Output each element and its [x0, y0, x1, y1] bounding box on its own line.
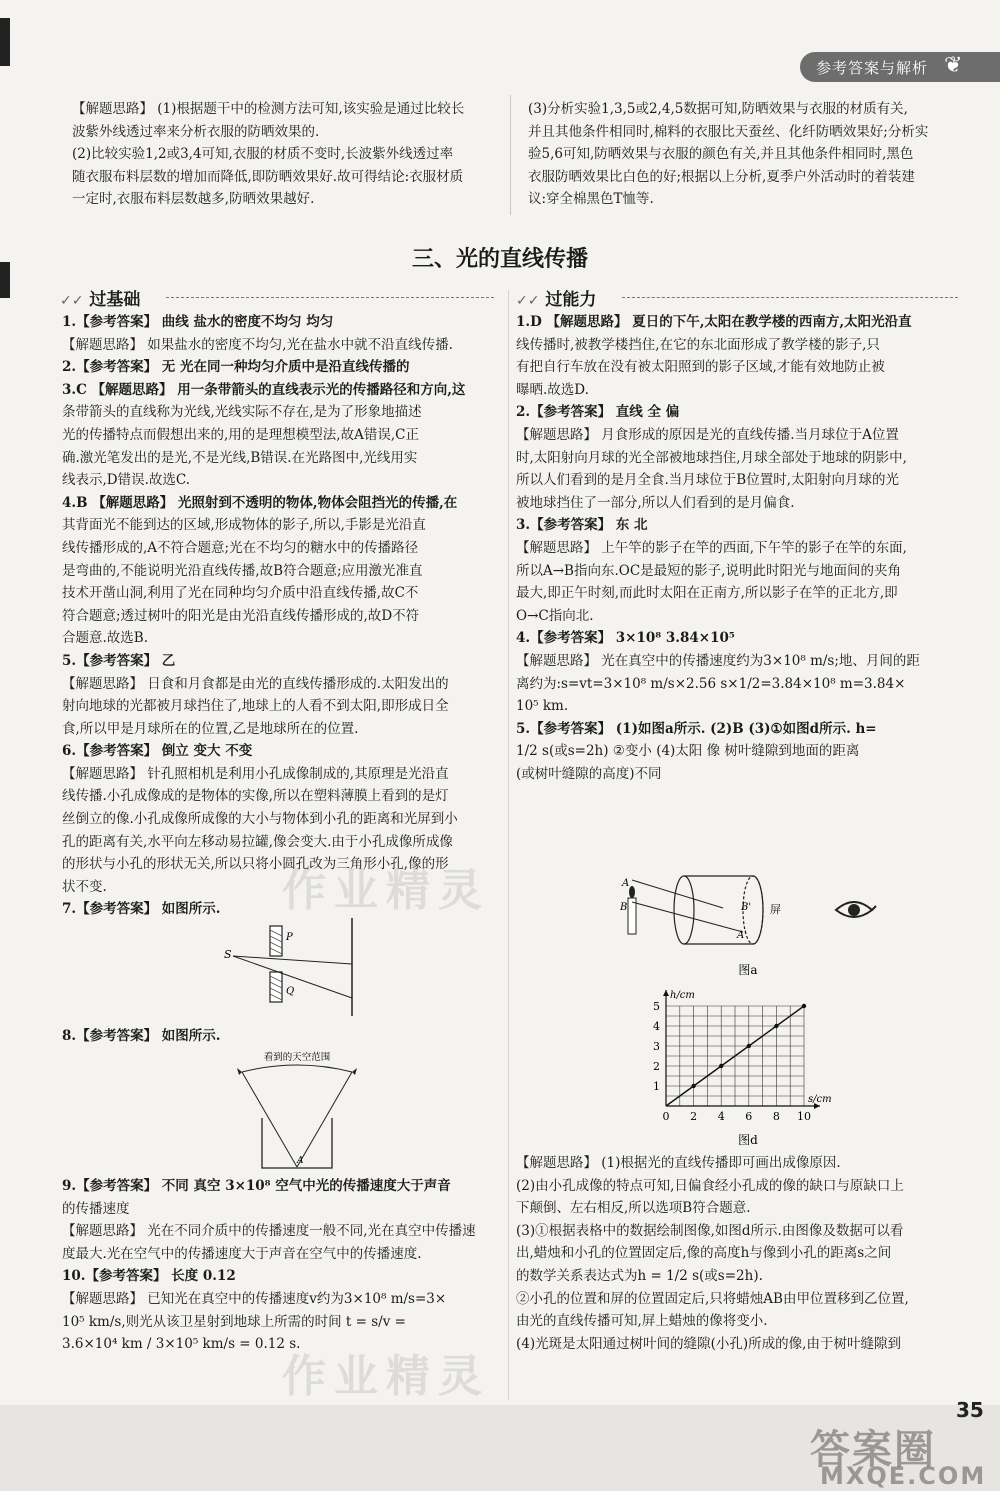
text-line: 衣服防晒效果比白色的好;根据以上分析,夏季户外活动时的着装建 [528, 168, 915, 185]
figure-8-diagram [232, 1050, 362, 1172]
text-line: 符合题意;透过树叶的阳光是由光沿直线传播形成的,故D不符 [62, 607, 420, 624]
data-point [719, 1064, 723, 1068]
y-tick-label: 2 [653, 1060, 660, 1073]
figa-label-screen: 屏 [770, 903, 781, 916]
text-line: 条带箭头的直线称为光线,光线实际不存在,是为了形象地描述 [62, 404, 422, 421]
text-line: 丝倒立的像.小孔成像所成像的大小与物体到小孔的距离和光屏到小 [62, 811, 458, 828]
text-line: (或树叶缝隙的高度)不同 [516, 765, 662, 782]
text-line: 议:穿全棉黑色T恤等. [528, 191, 654, 208]
text-line: 的传播速度 [62, 1200, 130, 1217]
text-line: 1.【参考答案】 曲线 盐水的密度不均匀 均匀 [62, 314, 334, 330]
column-divider [508, 290, 509, 1400]
text-line: 4.【参考答案】 3×10⁸ 3.84×10⁵ [516, 630, 735, 647]
text-line: 10⁵ km. [516, 698, 569, 715]
text-line: 合题意.故选B. [62, 630, 149, 647]
text-line: 技术开凿山洞,利用了光在同种均匀介质中沿直线传播,故C不 [62, 585, 419, 602]
fig7-label-q: Q [286, 986, 295, 997]
right-subheader: ✓✓ 过能力 [516, 285, 966, 309]
figure-a-diagram [618, 868, 878, 980]
text-line: O→C指向北. [516, 607, 594, 624]
watermark-text: 作业精灵 [282, 865, 490, 916]
text-line: 【解题思路】 已知光在真空中的传播速度v约为3×10⁸ m/s=3× [62, 1290, 447, 1307]
text-line: 线传播时,被教学楼挡住,在它的东北面形成了教学楼的影子,只 [516, 336, 880, 353]
text-line: 2.【参考答案】 直线 全 偏 [516, 404, 680, 421]
scan-mark [0, 18, 10, 66]
fig7-label-p: P [286, 932, 293, 943]
text-line: 【解题思路】 月食形成的原因是光的直线传播.当月球位于A位置 [516, 426, 899, 443]
left-column-text [62, 311, 502, 921]
y-tick-label: 4 [653, 1020, 660, 1033]
header-section-label: 参考答案与解析 [816, 59, 929, 77]
swirl-icon: ❦ [944, 53, 963, 78]
figure-7-diagram [215, 918, 365, 1018]
fig8-title: 看到的天空范围 [263, 1052, 331, 1063]
text-line: 6.【参考答案】 倒立 变大 不变 [62, 743, 253, 760]
text-line: 线传播形成的,A不符合题意;光在不均匀的糖水中的传播路径 [62, 539, 419, 556]
y-axis-label: h/cm [670, 990, 695, 1001]
text-line: 有把自行车放在没有被太阳照到的影子区域,才能有效地防止被 [516, 359, 885, 376]
left-subheader-label: 过基础 [89, 290, 141, 310]
y-tick-label: 1 [653, 1080, 660, 1093]
left-subheader: ✓✓ 过基础 [60, 285, 502, 309]
text-line: 10.【参考答案】 长度 0.12 [62, 1268, 236, 1285]
text-line: 是弯曲的,不能说明光沿直线传播,故B符合题意;应用激光准直 [62, 562, 423, 579]
text-line: (2)比较实验1,2或3,4可知,衣服的材质不变时,长波紫外线透过率 [72, 146, 454, 163]
fig8-label-a: A [297, 1156, 304, 1166]
text-line: 一定时,衣服布料层数越多,防晒效果越好. [72, 191, 315, 208]
column-divider [510, 95, 511, 215]
text-line: 线表示,D错误.故选C. [62, 472, 191, 489]
text-line: 其背面光不能到达的区域,形成物体的影子,所以,手影是光沿直 [62, 517, 426, 534]
text-line: 孔的距离有关,水平向左移动易拉罐,像会变大.由于小孔成像所成像 [62, 833, 453, 850]
right-column-text [516, 311, 968, 785]
x-tick-label: 8 [772, 1110, 780, 1123]
text-line: 波紫外线透过率来分析衣服的防晒效果的. [72, 123, 320, 140]
text-line: 出,蜡烛和小孔的位置固定后,像的高度h与像到小孔的距离s之间 [516, 1245, 892, 1262]
figa-caption: 图a [738, 963, 758, 977]
x-tick-label: 4 [717, 1110, 725, 1123]
x-tick-label: 0 [662, 1110, 670, 1123]
text-line: 8.【参考答案】 如图所示. [62, 1028, 221, 1044]
y-axis-arrow [663, 990, 669, 996]
text-line: 离约为:s=vt=3×10⁸ m/s×2.56 s×1/2=3.84×10⁸ m=3.84× [516, 675, 906, 692]
figure-d-chart [636, 984, 856, 1150]
text-line: 最大,即正午时刻,而此时太阳在正南方,所以影子在竿的正北方,即 [516, 585, 898, 602]
section-title: 三、光的直线传播 [411, 247, 588, 272]
text-line: 的形状与小孔的形状无关,所以只将小圆孔改为三角形小孔,像的形 [62, 856, 449, 873]
chart-axes [663, 990, 832, 1109]
text-line: 验5,6可知,防晒效果与衣服的颜色有关,并且其他条件相同时,黑色 [528, 146, 914, 163]
figa-label-b: B [620, 902, 628, 913]
text-line: 7.【参考答案】 如图所示. [62, 901, 221, 918]
text-line: 度最大.光在空气中的传播速度大于声音在空气中的传播速度. [62, 1245, 422, 1262]
y-tick-label: 3 [653, 1040, 660, 1053]
text-line: 1.D 【解题思路】 夏日的下午,太阳在教学楼的西南方,太阳光沿直 [516, 314, 912, 330]
text-line: 【解题思路】 日食和月食都是由光的直线传播形成的.太阳发出的 [62, 675, 449, 692]
text-line: 【解题思路】 (1)根据题干中的检测方法可知,该实验是通过比较长 [72, 101, 465, 117]
text-line: 被地球挡住了一部分,所以人们看到的是月偏食. [516, 494, 795, 511]
text-line: 【解题思路】 光在真空中的传播速度约为3×10⁸ m/s;地、月间的距 [516, 652, 920, 669]
text-line: 时,太阳射向月球的光全部被地球挡住,月球全部处于地球的阴影中, [516, 449, 907, 466]
figa-label-b-prime: B' [741, 902, 752, 913]
chart-caption: 图d [738, 1133, 758, 1147]
data-point [691, 1084, 695, 1088]
y-tick-label: 5 [653, 1000, 660, 1013]
text-line: 并且其他条件相同时,棉料的衣服比天蚕丝、化纤防晒效果好;分析实 [528, 123, 929, 140]
text-line: 5.【参考答案】 乙 [62, 652, 176, 669]
watermark-text: 作业精灵 [282, 1351, 490, 1402]
text-line: 随衣服布料层数的增加而降低,即防晒效果好.故可得结论:衣服材质 [72, 168, 464, 185]
text-line: 所以人们看到的是月全食.当月球位于B位置时,太阳射向月球的光 [516, 472, 900, 489]
text-line: 3.C 【解题思路】 用一条带箭头的直线表示光的传播路径和方向,这 [62, 381, 466, 398]
x-tick-label: 6 [745, 1110, 753, 1123]
data-point [774, 1024, 778, 1028]
eye-icon [836, 902, 876, 917]
text-line: 【解题思路】 上午竿的影子在竿的西面,下午竿的影子在竿的东面, [516, 539, 907, 556]
text-line: 状不变. [62, 878, 107, 895]
text-line: 食,所以甲是月球所在的位置,乙是地球所在的位置. [62, 720, 359, 737]
x-axis-label: s/cm [808, 1094, 832, 1105]
left-item-8 [62, 1025, 502, 1048]
right-subheader-label: 过能力 [545, 290, 597, 310]
figa-label-a: A [622, 878, 630, 889]
x-tick-label: 10 [797, 1110, 811, 1123]
text-line: 2.【参考答案】 无 光在同一种均匀介质中是沿直线传播的 [62, 359, 410, 376]
data-point [802, 1004, 806, 1008]
text-line: 【解题思路】 如果盐水的密度不均匀,光在盐水中就不沿直线传播. [62, 336, 453, 353]
text-line: (3)①根据表格中的数据绘制图像,如图d所示.由图像及数据可以看 [516, 1222, 904, 1239]
text-line: 【解题思路】 针孔照相机是利用小孔成像制成的,其原理是光沿直 [62, 765, 449, 782]
text-line: 确.激光笔发出的是光,不是光线,B错误.在光路图中,光线用实 [62, 449, 418, 466]
text-line: 的数学关系表达式为h = 1/2 s(或s=2h). [516, 1267, 763, 1284]
text-line: 曝晒.故选D. [516, 381, 589, 398]
text-line: 光的传播特点而假想出来的,用的是理想模型法,故A错误,C正 [62, 426, 419, 443]
left-bottom-text [62, 1175, 502, 1356]
text-line: (3)分析实验1,3,5或2,4,5数据可知,防晒效果与衣服的材质有关, [528, 101, 908, 117]
text-line: (4)光斑是太阳通过树叶间的缝隙(小孔)所成的像,由于树叶缝隙到 [516, 1335, 901, 1352]
text-line: 所以A→B指向东.OC是最短的影子,说明此时阳光与地面间的夹角 [516, 562, 901, 579]
site-watermark-name: 答案圈 [810, 1427, 936, 1473]
text-line: ②小孔的位置和屏的位置固定后,只将蜡烛AB由甲位置移到乙位置, [516, 1290, 909, 1307]
text-line: 10⁵ km/s,则光从该卫星射到地球上所需的时间 t = s/v = [62, 1313, 406, 1330]
site-watermark-url: MXQE.COM [820, 1462, 987, 1490]
text-line: 下颠倒、左右相反,所以选项B符合题意. [516, 1200, 751, 1217]
x-tick-label: 2 [690, 1110, 698, 1123]
figa-label-a-prime: A' [737, 930, 747, 941]
text-line: 【解题思路】 光在不同介质中的传播速度一般不同,光在真空中传播速 [62, 1223, 476, 1240]
text-line: 9.【参考答案】 不同 真空 3×10⁸ 空气中光的传播速度大于声音 [62, 1178, 451, 1194]
chart-series [666, 1004, 806, 1106]
text-line: 由光的直线传播可知,屏上蜡烛的像将变小. [516, 1313, 768, 1330]
text-line: 【解题思路】 (1)根据光的直线传播即可画出成像原因. [516, 1155, 841, 1171]
text-line: 3.6×10⁴ km / 3×10⁵ km/s = 0.12 s. [62, 1336, 301, 1353]
text-line: 3.【参考答案】 东 北 [516, 517, 648, 534]
fig7-label-s: S [224, 948, 232, 961]
text-line: 4.B 【解题思路】 光照射到不透明的物体,物体会阻挡光的传播,在 [62, 494, 458, 511]
page-number: 35 [956, 1398, 984, 1422]
text-line: 线传播.小孔成像成的是物体的实像,所以在塑料薄膜上看到的是灯 [62, 788, 449, 805]
text-line: 1/2 s(或s=2h) ②变小 (4)太阳 像 树叶缝隙到地面的距离 [516, 743, 860, 760]
right-bottom-text [516, 1152, 968, 1355]
text-line: 5.【参考答案】 (1)如图a所示. (2)B (3)①如图d所示. h= [516, 720, 877, 737]
data-point [747, 1044, 751, 1048]
top-left-text [72, 98, 502, 211]
text-line: (2)由小孔成像的特点可知,日偏食经小孔成的像的缺口与原缺口上 [516, 1177, 904, 1194]
text-line: 射向地球的光都被月球挡住了,地球上的人看不到太阳,即形成日全 [62, 698, 449, 715]
top-right-text [528, 98, 968, 211]
